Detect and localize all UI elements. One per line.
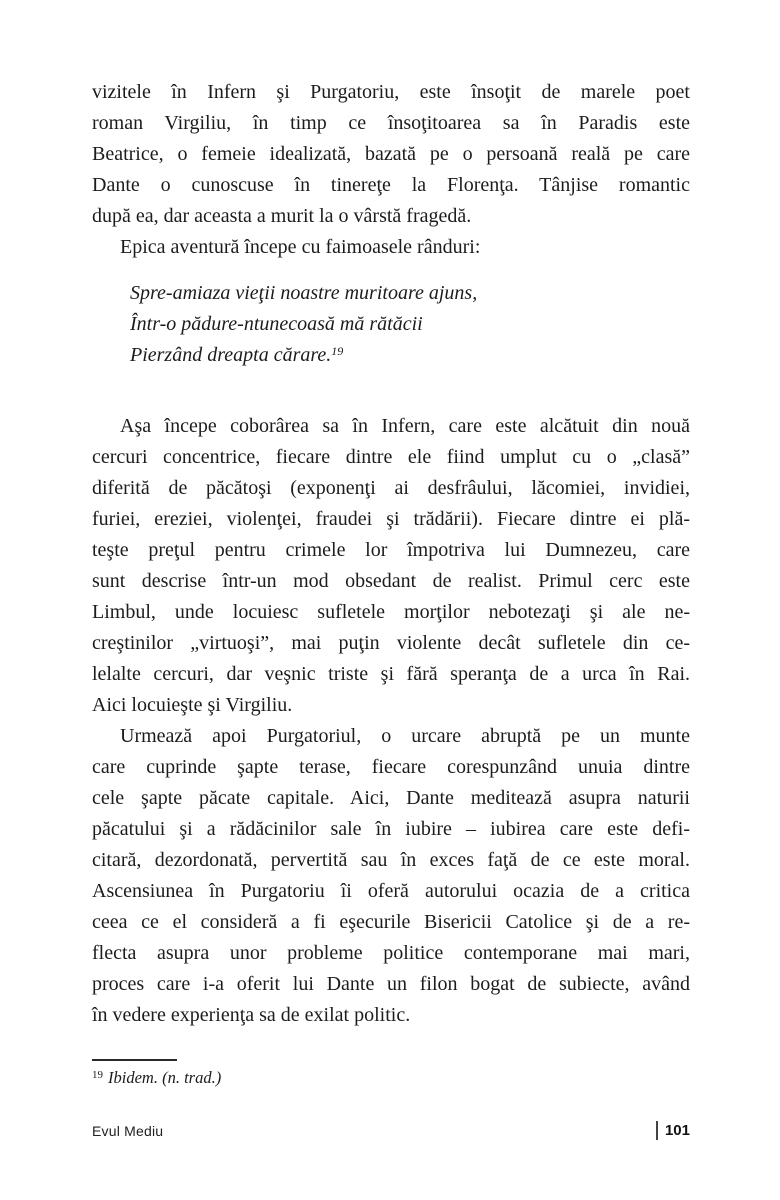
text-line: Aşa începe coborârea sa în Infern, care este alcătuit din nouă [120, 415, 690, 437]
text-line: păcatului şi a rădăcinilor sale în iubire – iubirea care este defi- [92, 818, 690, 840]
text-line: Urmează apoi Purgatoriul, o urcare abruptă pe un munte [120, 725, 690, 747]
paragraph [92, 77, 690, 232]
text-line: Beatrice, o femeie idealizată, bazată pe o persoană reală pe care [92, 143, 690, 165]
text-line: Într-o pădure-ntunecoasă mă rătăcii [130, 313, 423, 335]
text-line: roman Virgiliu, în timp ce însoţitoarea sa în Paradis este [92, 112, 690, 134]
text-line: Ascensiunea în Purgatoriu îi oferă autorului ocazia de a critica [92, 880, 690, 902]
text-line: care cuprinde şapte terase, fiecare corespunzând unuia dintre [92, 756, 690, 778]
text-line: cercuri concentrice, fiecare dintre ele fiind umplut cu o „clasă” [92, 446, 690, 468]
page-number-group [656, 1121, 690, 1140]
text-line: citară, dezordonată, pervertită sau în exces faţă de ce este moral. [92, 849, 690, 871]
paragraph [92, 411, 690, 721]
verse-quote [92, 278, 690, 371]
text-line: Spre-amiaza vieţii noastre muritoare ajuns, [130, 282, 478, 304]
text-line: Pierzând dreapta cărare.$^{19}$ [130, 344, 344, 366]
page-body [92, 77, 690, 1031]
text-line: teşte preţul pentru crimele lor împotriva lui Dumnezeu, care [92, 539, 690, 561]
page-footer [92, 1121, 690, 1140]
text-line: ceea ce el consideră a fi eşecurile Bisericii Catolice şi de a re- [92, 911, 690, 933]
text-line: Limbul, unde locuiesc sufletele morţilor nebotezaţi şi ale ne- [92, 601, 690, 623]
page-number-divider [656, 1121, 658, 1140]
text-line: după ea, dar aceasta a murit la o vârstă fragedă. [92, 205, 472, 227]
text-line: creştinilor „virtuoşi”, mai puţin violente decât sufletele din ce- [92, 632, 690, 654]
text-line: Epica aventură începe cu faimoasele rânduri: [120, 236, 481, 258]
footnote-reference: 19 [331, 344, 344, 358]
footnote [92, 1068, 221, 1088]
text-line: flecta asupra unor probleme politice contemporane mai mari, [92, 942, 690, 964]
footnote-separator [92, 1059, 177, 1061]
paragraph [92, 232, 690, 263]
paragraph [92, 721, 690, 1031]
text-line: proces care i-a oferit lui Dante un filon bogat de subiecte, având [92, 973, 690, 995]
text-line: vizitele în Infern şi Purgatoriu, este însoţit de marele poet [92, 81, 690, 103]
footnote-text: Ibidem. (n. trad.) [108, 1068, 222, 1087]
page-number: 101 [664, 1122, 690, 1139]
text-line: Dante o cunoscuse în tinereţe la Florenţa. Tânjise romantic [92, 174, 690, 196]
footnote-marker: 19 [92, 1069, 103, 1081]
text-line: furiei, ereziei, violenţei, fraudei şi trădării). Fiecare dintre ei plă- [92, 508, 690, 530]
text-line: Aici locuieşte şi Virgiliu. [92, 694, 293, 716]
text-line: sunt descrise într-un mod obsedant de realist. Primul cerc este [92, 570, 690, 592]
text-line: cele şapte păcate capitale. Aici, Dante meditează asupra naturii [92, 787, 690, 809]
running-title: Evul Mediu [92, 1122, 164, 1139]
text-line: diferită de păcătoşi (exponenţi ai desfrâului, lăcomiei, invidiei, [92, 477, 690, 499]
text-line: lelalte cercuri, dar veşnic triste şi fără speranţa de a urca în Rai. [92, 663, 690, 685]
text-line: în vedere experienţa sa de exilat politic. [92, 1004, 411, 1026]
